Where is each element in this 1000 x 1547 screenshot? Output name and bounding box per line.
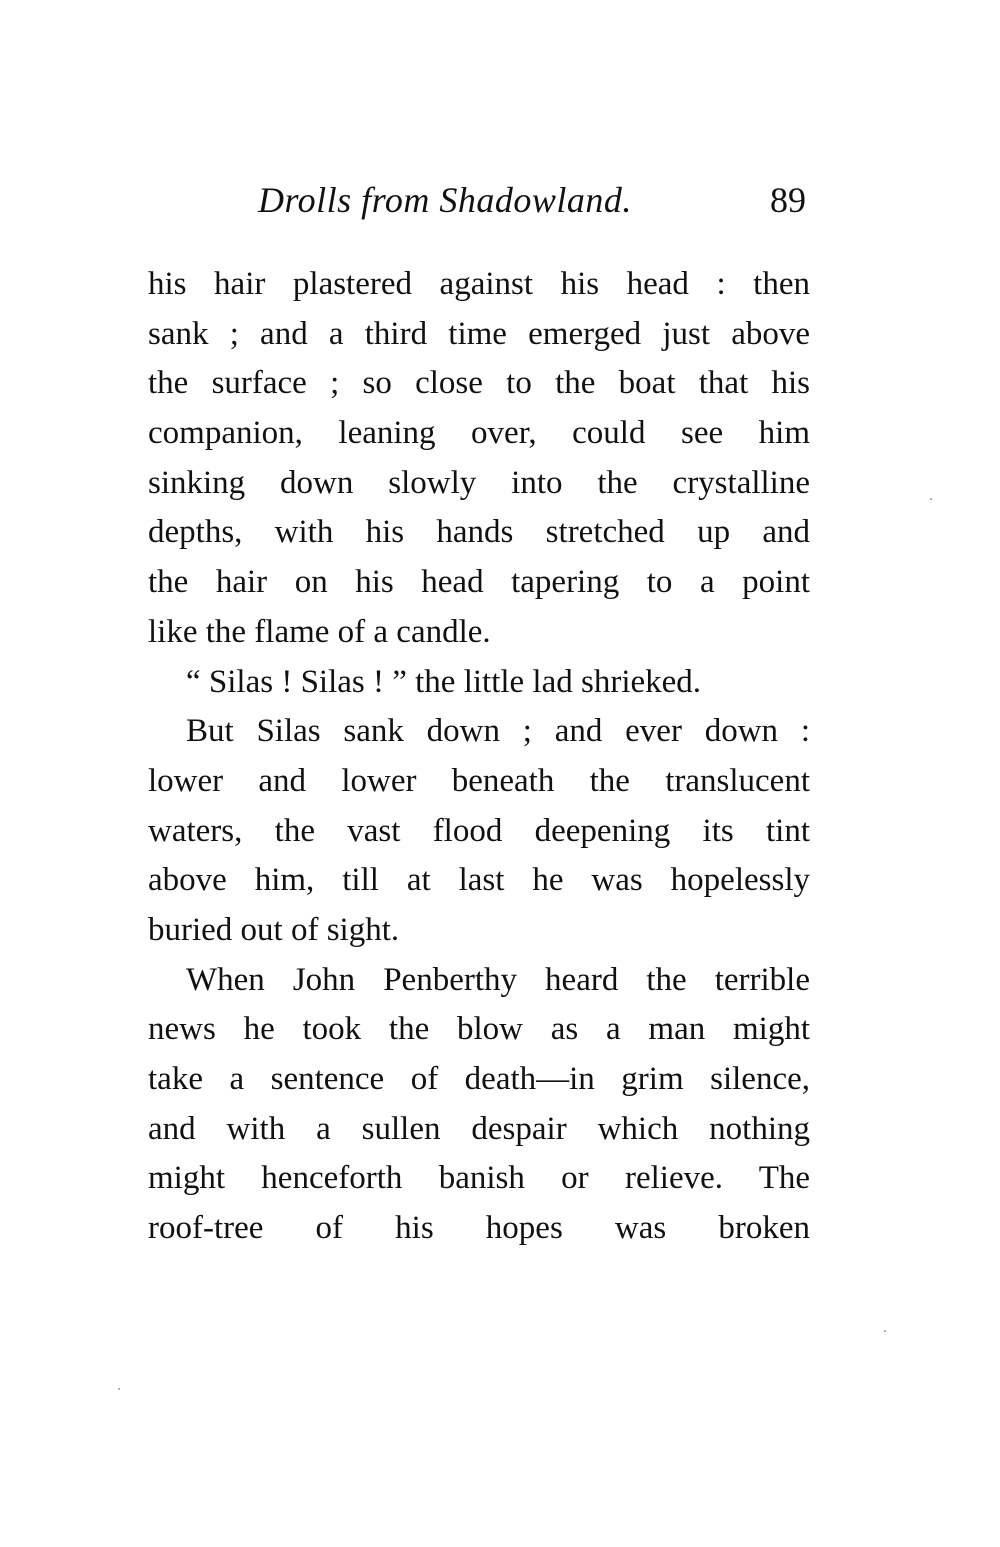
text-line: might henceforth banish or relieve. The — [148, 1160, 810, 1197]
paper-speck — [930, 498, 932, 500]
text-line: news he took the blow as a man might — [148, 1011, 810, 1048]
text-line: lower and lower beneath the translucent — [148, 762, 810, 799]
text-line: buried out of sight. — [148, 911, 400, 948]
running-title: Drolls from Shadowland. — [258, 180, 632, 220]
text-line: like the flame of a candle. — [148, 613, 491, 650]
body-text — [148, 260, 810, 1254]
text-line: above him, till at last he was hopelessly — [148, 862, 810, 899]
text-line: his hair plastered against his head : then — [148, 266, 810, 302]
text-line: waters, the vast flood deepening its tint — [148, 812, 810, 849]
paper-speck — [118, 1388, 120, 1390]
text-line: depths, with his hands stretched up and — [148, 514, 810, 551]
text-line: When John Penberthy heard the terrible — [186, 961, 810, 998]
text-line: “ Silas ! Silas ! ” the little lad shrieked. — [186, 663, 702, 700]
running-head — [148, 170, 810, 230]
text-line: and with a sullen despair which nothing — [148, 1110, 810, 1147]
text-line: the hair on his head tapering to a point — [148, 564, 810, 601]
page-number: 89 — [770, 180, 806, 220]
text-line: sank ; and a third time emerged just above — [148, 315, 810, 352]
text-line: companion, leaning over, could see him — [148, 415, 810, 452]
text-line: But Silas sank down ; and ever down : — [186, 713, 810, 750]
paper-speck — [884, 1330, 886, 1332]
text-line: roof-tree of his hopes was broken — [148, 1210, 810, 1247]
text-line: take a sentence of death—in grim silence, — [148, 1061, 810, 1097]
text-line: the surface ; so close to the boat that his — [148, 365, 810, 402]
text-line: sinking down slowly into the crystalline — [148, 464, 810, 501]
